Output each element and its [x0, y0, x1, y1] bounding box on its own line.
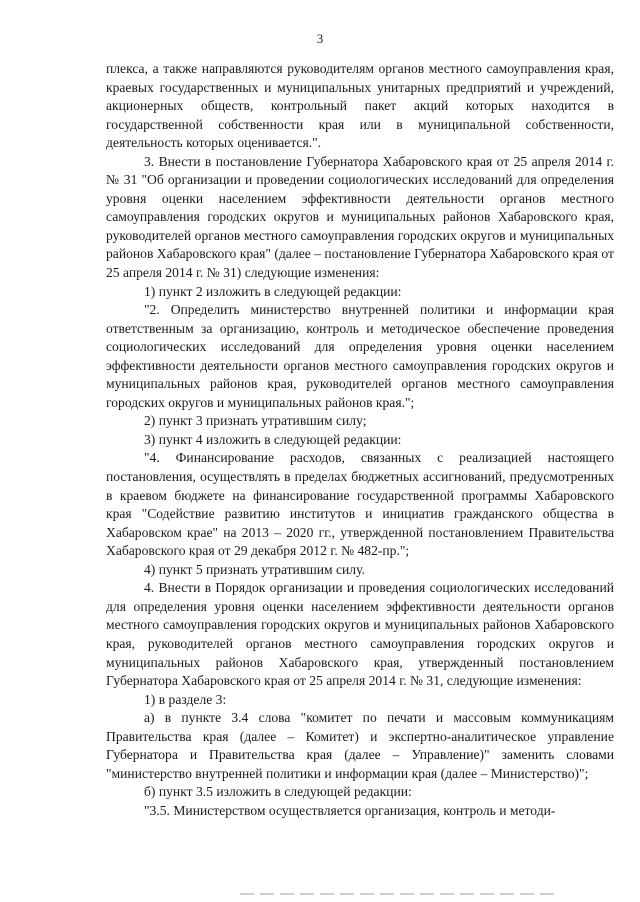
paragraph: б) пункт 3.5 изложить в следующей редакции:: [144, 784, 412, 800]
scan-artifact-line: [240, 893, 560, 895]
paragraph: "2. Определить министерство внутренней политики и информации края ответственным за организацию, контроль и методическое обеспечение проведения социологических исследований для определения уровня оценки населением эффективности деятельности органов местного самоуправления городских округов и муниципальных районов края, руководителей органов местного самоуправления городских округов и муниципальных районов края.";: [106, 302, 614, 410]
paragraph: 2) пункт 3 признать утратившим силу;: [144, 413, 367, 429]
paragraph: 3. Внести в постановление Губернатора Хабаровского края от 25 апреля 2014 г. № 31 "Об организации и проведении социологических исследований для определения уровня оценки населением эффективности деятельности органов местного самоуправления городских округов и муниципальных районов Хабаровского края, руководителей органов местного самоуправления городских округов и муниципальных районов Хабаровского края" (далее – постановление Губернатора Хабаровского края от 25 апреля 2014 г. № 31) следующие изменения:: [106, 153, 614, 281]
paragraph: 1) пункт 2 изложить в следующей редакции:: [144, 283, 402, 299]
paragraph: а) в пункте 3.4 слова "комитет по печати и массовым коммуникациям Правительства края (далее – Комитет) и экспертно-аналитическое управление Губернатора и Правительства края (далее – Управление)" заменить словами "министерство внутренней политики и информации края (далее – Министерство)";: [106, 710, 614, 781]
paragraph: плекса, а также направляются руководителям органов местного самоуправления края, краевых государственных и муниципальных унитарных предприятий и учреждений, акционерных обществ, контрольный пакет акций которых находится в государственной собственности края или в муниципальной собственности, деятельность которых оценивается.".: [106, 61, 614, 151]
paragraph: 3) пункт 4 изложить в следующей редакции:: [144, 431, 402, 447]
paragraph: 4) пункт 5 признать утратившим силу.: [144, 561, 365, 577]
paragraph: 1) в разделе 3:: [144, 691, 227, 707]
document-body: [106, 60, 614, 820]
page-number: 3: [316, 31, 324, 46]
paragraph: 4. Внести в Порядок организации и проведения социологических исследований для определения уровня оценки населением эффективности деятельности органов местного самоуправления городских округов и муниципальных районов Хабаровского края, руководителей органов местного самоуправления городских округов и муниципальных районов Хабаровского края, утвержденный постановлением Губернатора Хабаровского края от 25 апреля 2014 г. № 31, следующие изменения:: [106, 580, 614, 689]
paragraph: "3.5. Министерством осуществляется организация, контроль и методи-: [144, 802, 556, 818]
paragraph: "4. Финансирование расходов, связанных с реализацией настоящего постановления, осуществлять в пределах бюджетных ассигнований, предусмотренных в краевом бюджете на финансирование государственной программы Хабаровского края "Содействие развитию институтов и инициатив гражданского общества в Хабаровском крае" на 2013 – 2020 гг., утвержденной постановлением Правительства Хабаровского края от 29 декабря 2012 г. № 482-пр.";: [106, 450, 614, 559]
